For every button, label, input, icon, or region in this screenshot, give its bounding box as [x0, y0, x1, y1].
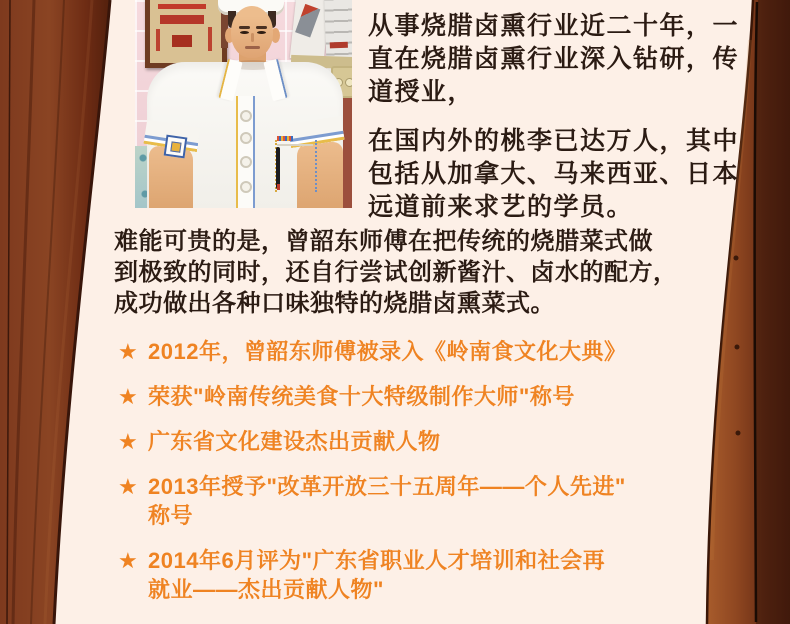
achievement-text — [148, 472, 626, 530]
achievement-text — [148, 382, 575, 411]
text-line: 到极致的同时，还自行尝试创新酱汁、卤水的配方， — [114, 259, 678, 286]
star-icon: ★ — [118, 474, 139, 499]
text-line: 2012年，曾韶东师傅被录入《岭南食文化大典》 — [148, 339, 627, 364]
text-line: 就业——杰出贡献人物" — [148, 577, 384, 602]
achievement-text — [148, 337, 626, 366]
summary-paragraph — [114, 226, 689, 319]
star-icon: ★ — [118, 339, 139, 364]
star-icon: ★ — [118, 548, 139, 573]
achievement-item — [118, 337, 703, 366]
star-icon: ★ — [118, 429, 139, 454]
text-line: 在国内外的桃李已达万人，其中 — [368, 127, 740, 155]
achievement-text — [148, 546, 605, 604]
text-line: 道授业， — [368, 78, 475, 106]
text-line: 2013年授予"改革开放三十五周年——个人先进" — [148, 474, 626, 499]
achievements-list — [118, 337, 703, 620]
text-line: 包括从加拿大、马来西亚、日本 — [368, 160, 740, 188]
intro-paragraph-experience — [368, 10, 748, 109]
achievement-text — [148, 427, 441, 456]
achievement-item — [118, 427, 703, 456]
achievement-item — [118, 382, 703, 411]
text-line: 从事烧腊卤熏行业近二十年，一 — [368, 12, 740, 40]
text-line: 成功做出各种口味独特的烧腊卤熏菜式。 — [114, 290, 555, 317]
intro-paragraph-students — [368, 125, 748, 224]
text-line: 难能可贵的是，曾韶东师傅在把传统的烧腊菜式做 — [114, 228, 653, 255]
text-line: 广东省文化建设杰出贡献人物 — [148, 429, 441, 454]
text-line: 直在烧腊卤熏行业深入钻研，传 — [368, 45, 740, 73]
text-line: 2014年6月评为"广东省职业人才培训和社会再 — [148, 548, 606, 573]
text-line: 称号 — [148, 503, 194, 528]
achievement-item — [118, 472, 703, 530]
text-line: 荣获"岭南传统美食十大特级制作大师"称号 — [148, 384, 575, 409]
text-line: 远道前来求艺的学员。 — [368, 193, 634, 221]
star-icon: ★ — [118, 384, 139, 409]
intro-text — [368, 10, 748, 224]
achievement-item — [118, 546, 703, 604]
